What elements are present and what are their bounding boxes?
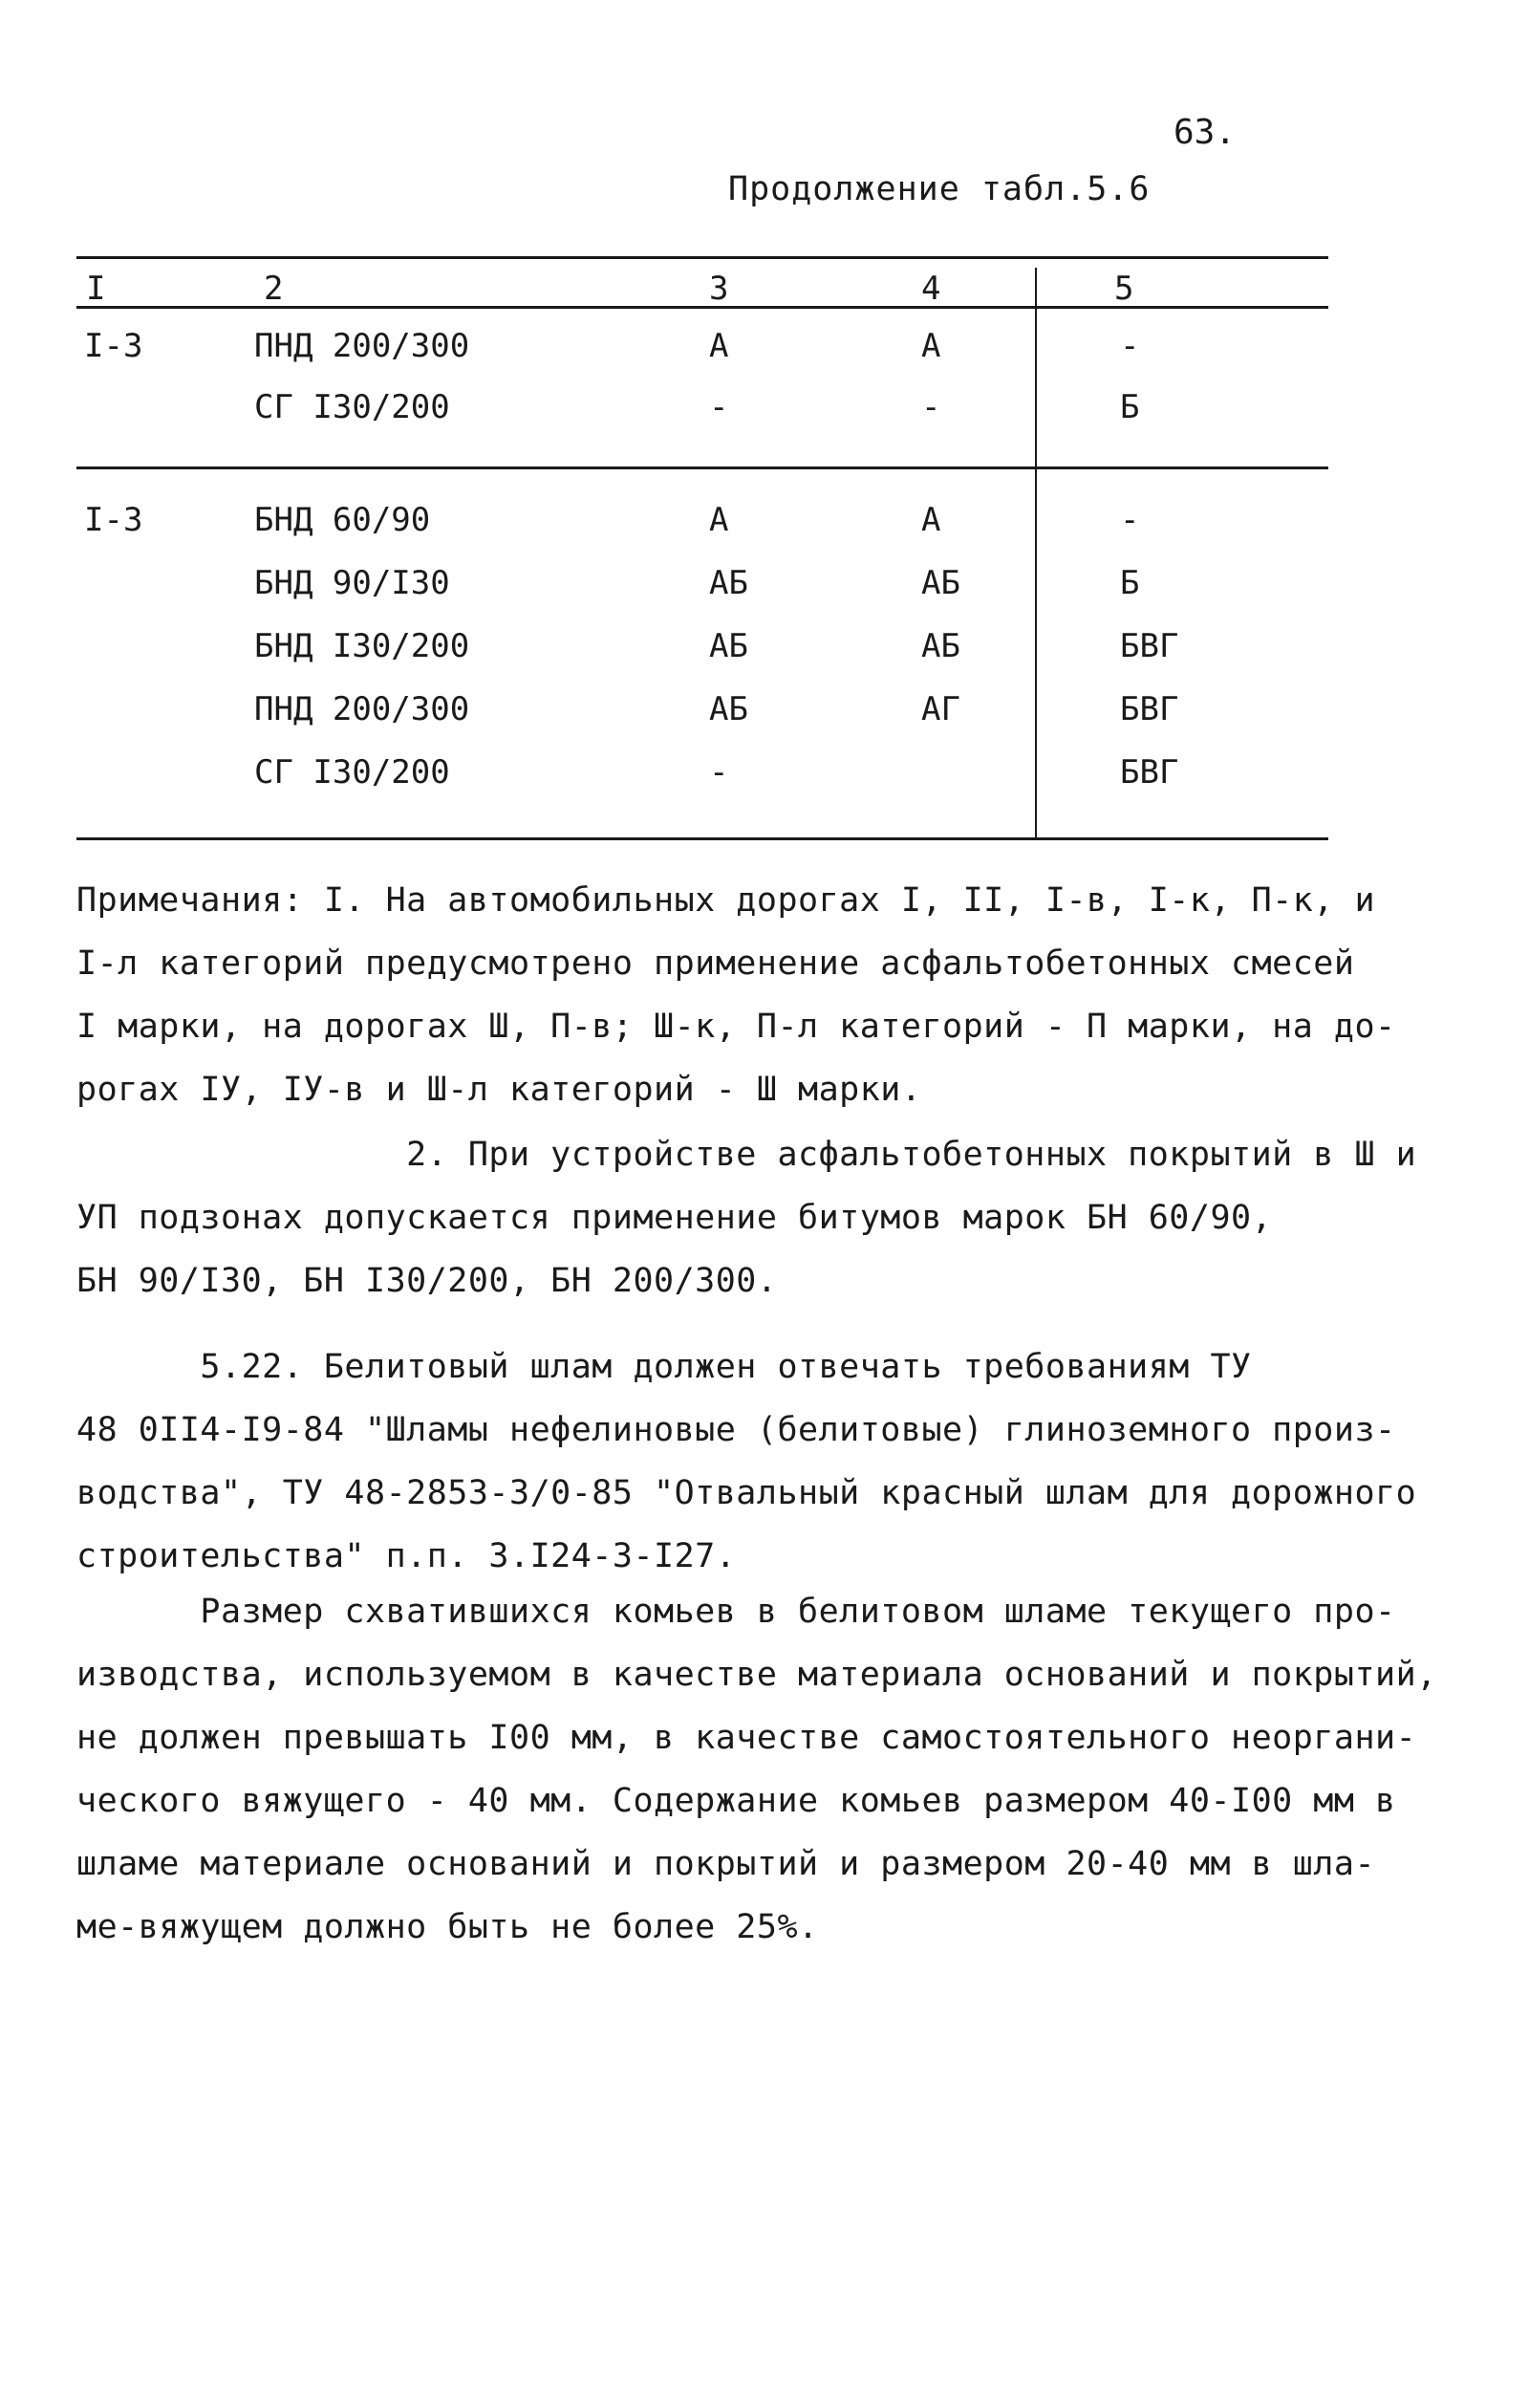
header-col-1: I <box>86 270 106 308</box>
table-group-divider <box>76 466 1328 469</box>
cell-col3: - <box>709 388 729 426</box>
cell-bitumen: ПНД 200/300 <box>254 327 470 365</box>
paragraph-line: не должен превышать I00 мм, в качестве самостоятельного неоргани- <box>76 1719 1417 1757</box>
cell-col4: - <box>921 388 941 426</box>
cell-col3: А <box>709 327 729 365</box>
paragraph-line: 5.22. Белитовый шлам должен отвечать требованиям ТУ <box>76 1348 1252 1386</box>
table <box>76 250 1328 843</box>
header-col-5: 5 <box>1114 270 1134 308</box>
note-line: рогах IУ, IУ-в и Ш-л категорий - Ш марки. <box>76 1071 922 1109</box>
cell-col3: - <box>709 753 729 792</box>
cell-col5: БВГ <box>1120 627 1179 665</box>
cell-category: I-3 <box>84 501 143 539</box>
cell-bitumen: СГ I30/200 <box>254 753 450 792</box>
paragraph-line: изводства, используемом в качестве материала оснований и покрытий, <box>76 1656 1437 1694</box>
cell-bitumen: БНД 90/I30 <box>254 564 450 602</box>
paragraph-line: строительства" п.п. 3.I24-3-I27. <box>76 1537 737 1575</box>
cell-bitumen: БНД I30/200 <box>254 627 470 665</box>
table-bottom-rule <box>76 837 1328 840</box>
header-col-2: 2 <box>264 270 284 308</box>
cell-col4: АБ <box>921 564 960 602</box>
cell-bitumen: СГ I30/200 <box>254 388 450 426</box>
cell-col5: Б <box>1120 564 1140 602</box>
table-caption: Продолжение табл.5.6 <box>728 170 1151 208</box>
cell-col3: АБ <box>709 690 748 728</box>
cell-col5: БВГ <box>1120 753 1179 792</box>
header-col-4: 4 <box>921 270 941 308</box>
paragraph-line: 48 0II4-I9-84 "Шламы нефелиновые (белитовые) глиноземного произ- <box>76 1411 1396 1449</box>
note-line: I марки, на дорогах Ш, П-в; Ш-к, П-л категорий - П марки, на до- <box>76 1008 1396 1046</box>
cell-col5: БВГ <box>1120 690 1179 728</box>
cell-col5: - <box>1120 501 1140 539</box>
note-line: БН 90/I30, БН I30/200, БН 200/300. <box>76 1262 778 1300</box>
paragraph-line: ме-вяжущем должно быть не более 25%. <box>76 1908 819 1946</box>
note-line: УП подзонах допускается применение битумов марок БН 60/90, <box>76 1199 1273 1237</box>
page-number: 63. <box>1174 113 1237 152</box>
cell-col4: АБ <box>921 627 960 665</box>
cell-col5: Б <box>1120 388 1140 426</box>
paragraph-line: Размер схватившихся комьев в белитовом шламе текущего про- <box>76 1593 1396 1631</box>
paragraph-line: ческого вяжущего - 40 мм. Содержание комьев размером 40-I00 мм в <box>76 1782 1396 1820</box>
note-line: Примечания: I. На автомобильных дорогах I, II, I-в, I-к, П-к, и <box>76 881 1376 920</box>
cell-category: I-3 <box>84 327 143 365</box>
header-col-3: 3 <box>709 270 729 308</box>
table-column-divider <box>1035 268 1037 837</box>
cell-col4: А <box>921 327 941 365</box>
cell-bitumen: БНД 60/90 <box>254 501 431 539</box>
note-line: I-л категорий предусмотрено применение асфальтобетонных смесей <box>76 944 1355 983</box>
cell-col3: АБ <box>709 627 748 665</box>
cell-bitumen: ПНД 200/300 <box>254 690 470 728</box>
cell-col4: АГ <box>921 690 960 728</box>
table-top-rule <box>76 256 1328 259</box>
cell-col3: АБ <box>709 564 748 602</box>
note-line: 2. При устройстве асфальтобетонных покрытий в Ш и <box>76 1136 1417 1174</box>
cell-col5: - <box>1120 327 1140 365</box>
paragraph-line: водства", ТУ 48-2853-3/0-85 "Отвальный красный шлам для дорожного <box>76 1474 1417 1512</box>
cell-col4: А <box>921 501 941 539</box>
cell-col3: А <box>709 501 729 539</box>
paragraph-line: шламе материале оснований и покрытий и размером 20-40 мм в шла- <box>76 1845 1376 1883</box>
